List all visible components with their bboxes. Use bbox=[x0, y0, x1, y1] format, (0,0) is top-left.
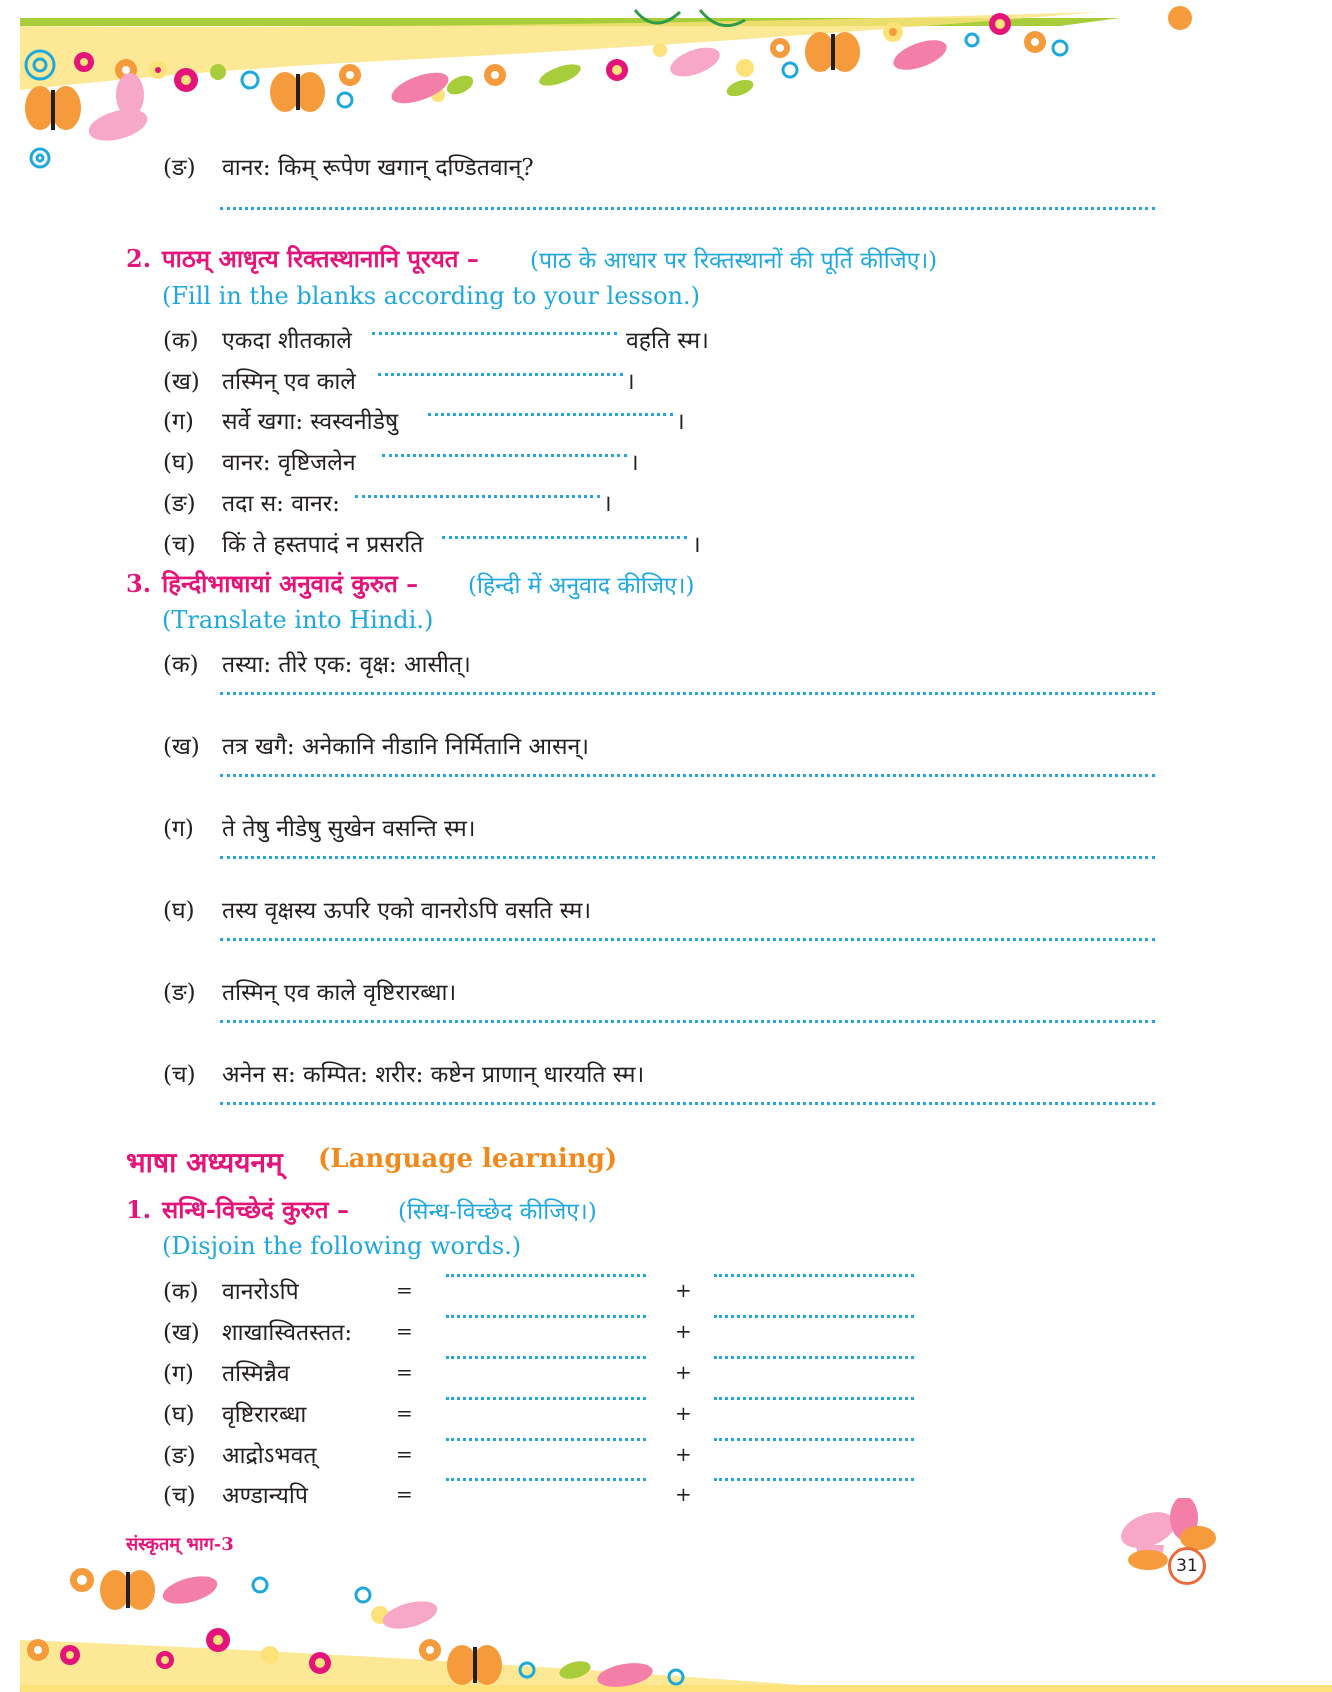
q2-item-text: किं ते हस्तपादं न प्रसरति bbox=[222, 532, 424, 558]
page-number: 31 bbox=[1168, 1547, 1206, 1585]
question-label: (ङ) bbox=[163, 155, 196, 181]
q3-item-text: ते तेषु नीडेषु सुखेन वसन्ति स्म। bbox=[222, 816, 476, 842]
equals-sign: = bbox=[396, 1401, 413, 1425]
s1-item-label: (ङ) bbox=[163, 1443, 196, 1469]
blank-field[interactable] bbox=[714, 1315, 914, 1318]
q2-english: (Fill in the blanks according to your lesson.) bbox=[162, 282, 700, 310]
equals-sign: = bbox=[396, 1442, 413, 1466]
blank-field[interactable] bbox=[714, 1274, 914, 1277]
blank-field[interactable] bbox=[446, 1438, 646, 1441]
blank-field[interactable] bbox=[428, 413, 673, 416]
plus-sign: + bbox=[675, 1482, 692, 1506]
s1-item-label: (घ) bbox=[163, 1402, 195, 1428]
q2-item-label: (घ) bbox=[163, 450, 195, 476]
s1-item-word: अण्डान्यपि bbox=[222, 1483, 308, 1509]
q2-item-after: । bbox=[676, 409, 685, 435]
blank-field[interactable] bbox=[382, 454, 627, 457]
plus-sign: + bbox=[675, 1442, 692, 1466]
blank-field[interactable] bbox=[446, 1315, 646, 1318]
q2-item-label: (ख) bbox=[163, 369, 200, 395]
blank-field[interactable] bbox=[714, 1478, 914, 1481]
q3-item-text: तस्य वृक्षस्य ऊपरि एको वानरोऽपि वसति स्म। bbox=[222, 898, 592, 924]
q2-item-after: । bbox=[692, 532, 701, 558]
q3-item-label: (च) bbox=[163, 1062, 196, 1088]
q3-hint: (हिन्दी में अनुवाद कीजिए।) bbox=[468, 573, 695, 599]
equals-sign: = bbox=[396, 1360, 413, 1384]
book-title: संस्कृतम् भाग-3 bbox=[126, 1534, 234, 1555]
blank-field[interactable] bbox=[446, 1356, 646, 1359]
q2-title: पाठम् आधृत्य रिक्तस्थानानि पूरयत – bbox=[162, 244, 479, 273]
blank-field[interactable] bbox=[355, 495, 600, 498]
s1-item-word: वृष्टिरारब्धा bbox=[222, 1402, 307, 1428]
q2-item-text: तदा स: वानर: bbox=[222, 491, 340, 517]
blank-field[interactable] bbox=[442, 536, 687, 539]
plus-sign: + bbox=[675, 1278, 692, 1302]
plus-sign: + bbox=[675, 1401, 692, 1425]
q2-item-text: एकदा शीतकाले bbox=[222, 328, 352, 354]
s1-item-word: शाखास्वितस्तत: bbox=[222, 1320, 353, 1346]
equals-sign: = bbox=[396, 1278, 413, 1302]
q2-hint: (पाठ के आधार पर रिक्तस्थानों की पूर्ति कीजिए।) bbox=[530, 248, 938, 274]
answer-line[interactable] bbox=[220, 692, 1155, 695]
s1-item-label: (ख) bbox=[163, 1320, 200, 1346]
blank-field[interactable] bbox=[446, 1397, 646, 1400]
plus-sign: + bbox=[675, 1319, 692, 1343]
q2-item-label: (च) bbox=[163, 532, 196, 558]
q2-item-label: (ङ) bbox=[163, 491, 196, 517]
q3-item-text: तस्या: तीरे एक: वृक्ष: आसीत्। bbox=[222, 652, 471, 678]
blank-field[interactable] bbox=[446, 1274, 646, 1277]
q2-item-after: । bbox=[626, 369, 635, 395]
q2-item-text: तस्मिन् एव काले bbox=[222, 369, 356, 395]
s1-item-word: तस्मिन्नैव bbox=[222, 1361, 290, 1387]
answer-line[interactable] bbox=[220, 1102, 1155, 1105]
q3-item-text: तस्मिन् एव काले वृष्टिरारब्धा। bbox=[222, 980, 457, 1006]
q3-number: 3. bbox=[126, 569, 152, 598]
section-english: (Language learning) bbox=[318, 1144, 618, 1174]
s1-number: 1. bbox=[126, 1195, 152, 1224]
q2-item-after: । bbox=[630, 450, 639, 476]
q3-item-text: तत्र खगै: अनेकानि नीडानि निर्मितानि आसन्। bbox=[222, 734, 590, 760]
q2-item-text: सर्वे खगा: स्वस्वनीडेषु bbox=[222, 409, 399, 435]
q2-item-after: वहति स्म। bbox=[626, 328, 709, 354]
blank-field[interactable] bbox=[446, 1478, 646, 1481]
q2-item-after: । bbox=[603, 491, 612, 517]
q2-item-label: (क) bbox=[163, 328, 199, 354]
equals-sign: = bbox=[396, 1482, 413, 1506]
q3-item-label: (ग) bbox=[163, 816, 194, 842]
answer-line[interactable] bbox=[220, 938, 1155, 941]
answer-line[interactable] bbox=[220, 856, 1155, 859]
blank-field[interactable] bbox=[372, 332, 617, 335]
section-title: भाषा अध्ययनम् bbox=[126, 1146, 283, 1179]
answer-line[interactable] bbox=[220, 1020, 1155, 1023]
blank-field[interactable] bbox=[378, 373, 623, 376]
q2-number: 2. bbox=[126, 244, 152, 273]
q3-english: (Translate into Hindi.) bbox=[162, 606, 434, 634]
question-text: वानर: किम् रूपेण खगान् दण्डितवान्? bbox=[222, 155, 534, 181]
answer-line[interactable] bbox=[220, 774, 1155, 777]
answer-line[interactable] bbox=[220, 207, 1155, 210]
q3-item-label: (ङ) bbox=[163, 980, 196, 1006]
s1-english: (Disjoin the following words.) bbox=[162, 1232, 522, 1260]
s1-title: सन्धि-विच्छेदं कुरुत – bbox=[162, 1195, 349, 1224]
s1-item-word: वानरोऽपि bbox=[222, 1279, 299, 1305]
plus-sign: + bbox=[675, 1360, 692, 1384]
blank-field[interactable] bbox=[714, 1438, 914, 1441]
s1-item-label: (ग) bbox=[163, 1361, 194, 1387]
q3-item-label: (ख) bbox=[163, 734, 200, 760]
blank-field[interactable] bbox=[714, 1397, 914, 1400]
blank-field[interactable] bbox=[714, 1356, 914, 1359]
q3-item-label: (घ) bbox=[163, 898, 195, 924]
q2-item-label: (ग) bbox=[163, 409, 194, 435]
s1-item-label: (क) bbox=[163, 1279, 199, 1305]
q2-item-text: वानर: वृष्टिजलेन bbox=[222, 450, 356, 476]
q3-title: हिन्दीभाषायां अनुवादं कुरुत – bbox=[162, 569, 419, 598]
s1-hint: (सिन्ध-विच्छेद कीजिए।) bbox=[398, 1199, 597, 1225]
s1-item-label: (च) bbox=[163, 1483, 196, 1509]
equals-sign: = bbox=[396, 1319, 413, 1343]
q3-item-label: (क) bbox=[163, 652, 199, 678]
s1-item-word: आद्रोऽभवत् bbox=[222, 1443, 317, 1469]
q3-item-text: अनेन स: कम्पित: शरीर: कष्टेन प्राणान् धारयति स्म। bbox=[222, 1062, 645, 1088]
